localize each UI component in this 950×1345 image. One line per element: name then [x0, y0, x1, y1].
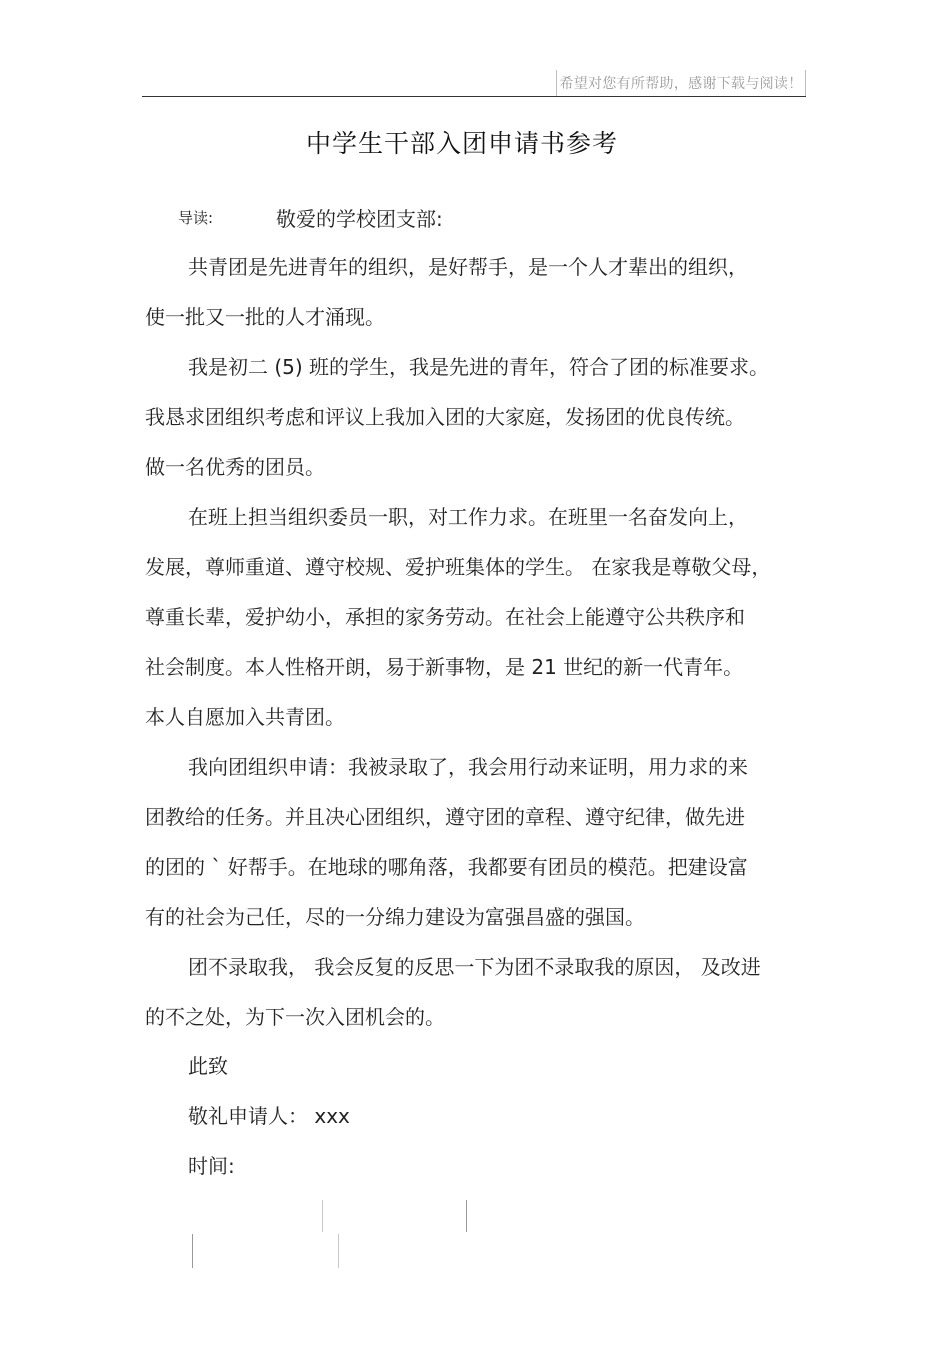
body-line: 我是初二 (5) 班的学生，我是先进的青年，符合了团的标准要求。: [188, 355, 770, 379]
body-line: 的不之处，为下一次入团机会的。: [145, 1005, 445, 1029]
body-line: 有的社会为己任，尽的一分绵力建设为富强昌盛的强国。: [145, 905, 645, 929]
body-line: 的团的 ` 好帮手。在地球的哪角落，我都要有团员的模范。把建设富: [145, 855, 748, 879]
body-line: 本人自愿加入共青团。: [145, 705, 345, 729]
body-line: 做一名优秀的团员。: [145, 455, 325, 479]
document-title: 中学生干部入团申请书参考: [305, 129, 618, 158]
body-line: 使一批又一批的人才涌现。: [145, 305, 385, 329]
table-border: [322, 1200, 323, 1232]
table-border: [192, 1234, 193, 1268]
body-line: 发展，尊师重道、遵守校规、爱护班集体的学生。 在家我是尊敬父母，: [145, 555, 772, 579]
table-border: [338, 1234, 339, 1268]
body-line: 我向团组织申请：我被录取了，我会用行动来证明，用力求的来: [188, 755, 748, 779]
intro-label: 导读:: [178, 209, 214, 227]
body-line: 在班上担当组织委员一职，对工作力求。在班里一名奋发向上，: [188, 505, 748, 529]
header-stamp: 希望对您有所帮助，感谢下载与阅读！: [556, 70, 806, 96]
body-line: 社会制度。本人性格开朗，易于新事物，是 21 世纪的新一代青年。: [145, 655, 744, 679]
applicant-line: 敬礼申请人： xxx: [188, 1104, 350, 1128]
closing-line: 此致: [188, 1054, 228, 1078]
date-line: 时间:: [188, 1154, 235, 1178]
header-divider: [142, 96, 806, 97]
body-line: 共青团是先进青年的组织，是好帮手，是一个人才辈出的组织，: [188, 255, 748, 279]
body-line: 团不录取我， 我会反复的反思一下为团不录取我的原因， 及改进: [188, 955, 761, 979]
salutation: 敬爱的学校团支部:: [276, 207, 443, 231]
body-line: 我恳求团组织考虑和评议上我加入团的大家庭，发扬团的优良传统。: [145, 405, 745, 429]
body-line: 团教给的任务。并且决心团组织，遵守团的章程、遵守纪律，做先进: [145, 805, 745, 829]
table-border: [466, 1200, 467, 1232]
body-line: 尊重长辈，爱护幼小，承担的家务劳动。在社会上能遵守公共秩序和: [145, 605, 745, 629]
